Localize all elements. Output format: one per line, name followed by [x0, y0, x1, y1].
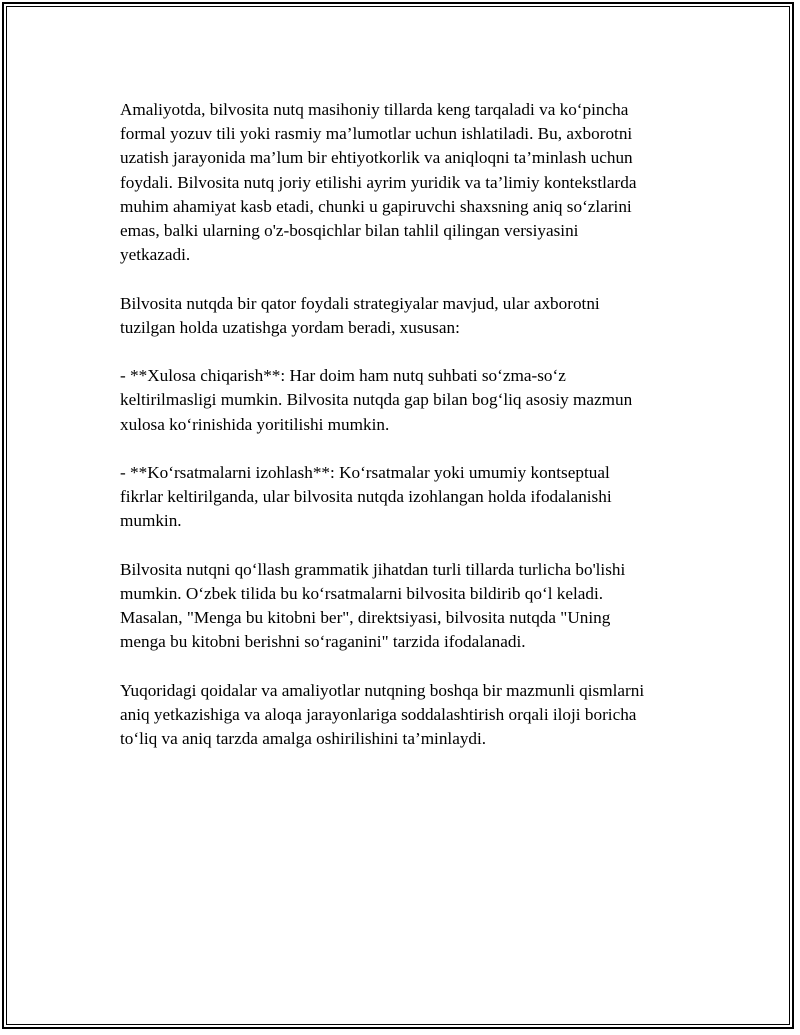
text-line: uzatish jarayonida ma’lum bir ehtiyotkorlik va aniqloqni ta’minlash uchun: [120, 148, 633, 168]
document-body: [120, 98, 700, 751]
text-line: Amaliyotda, bilvosita nutq masihoniy tillarda keng tarqaladi va ko‘pincha: [120, 100, 629, 119]
text-line: Bilvosita nutqda bir qator foydali strategiyalar mavjud, ular axborotni: [120, 293, 600, 313]
paragraph-summary-item: [120, 364, 700, 437]
paragraph-strategies: [120, 292, 700, 340]
text-line: muhim ahamiyat kasb etadi, chunki u gapiruvchi shaxsning aniq so‘zlarini: [120, 196, 632, 216]
text-line: mumkin.: [120, 511, 182, 531]
text-line: xulosa ko‘rinishida yoritilishi mumkin.: [120, 414, 390, 434]
page-frame: [2, 2, 794, 1029]
text-line: formal yozuv tili yoki rasmiy ma’lumotlar uchun ishlatiladi. Bu, axborotni: [120, 124, 633, 144]
text-line: emas, balki ularning o'z-bosqichlar bilan tahlil qilingan versiyasini: [120, 221, 579, 241]
text-line: Bilvosita nutqni qo‘llash grammatik jihatdan turli tillarda turlicha bo'lishi: [120, 559, 626, 579]
paragraph-grammar: [120, 558, 700, 655]
text-line: aniq yetkazishiga va aloqa jarayonlariga soddalashtirish orqali iloji boricha: [120, 705, 637, 724]
text-line: fikrlar keltirilganda, ular bilvosita nutqda izohlangan holda ifodalanishi: [120, 487, 612, 507]
text-line: tuzilgan holda uzatishga yordam beradi, xususan:: [120, 317, 460, 337]
text-line: menga bu kitobni berishni so‘raganini" tarzida ifodalanadi.: [120, 632, 526, 652]
text-line: keltirilmasligi mumkin. Bilvosita nutqda gap bilan bog‘liq asosiy mazmun: [120, 390, 633, 410]
text-line: yetkazadi.: [120, 245, 191, 265]
text-line: - **Xulosa chiqarish**: Har doim ham nutq suhbati so‘zma-so‘z: [120, 366, 566, 386]
text-line: foydali. Bilvosita nutq joriy etilishi ayrim yuridik va ta’limiy kontekstlarda: [120, 172, 637, 192]
paragraph-practice: [120, 98, 700, 267]
text-line: Masalan, "Menga bu kitobni ber", direktsiyasi, bilvosita nutqda "Uning: [120, 608, 611, 628]
text-line: Yuqoridagi qoidalar va amaliyotlar nutqning boshqa bir mazmunli qismlarni: [120, 680, 645, 700]
text-line: mumkin. O‘zbek tilida bu ko‘rsatmalarni bilvosita bildirib qo‘l keladi.: [120, 584, 604, 603]
paragraph-conclusion: [120, 679, 700, 752]
text-line: to‘liq va aniq tarzda amalga oshirilishini ta’minlaydi.: [120, 729, 487, 749]
paragraph-instructions-item: [120, 461, 700, 534]
text-line: - **Ko‘rsatmalarni izohlash**: Ko‘rsatmalar yoki umumiy kontseptual: [120, 463, 610, 482]
